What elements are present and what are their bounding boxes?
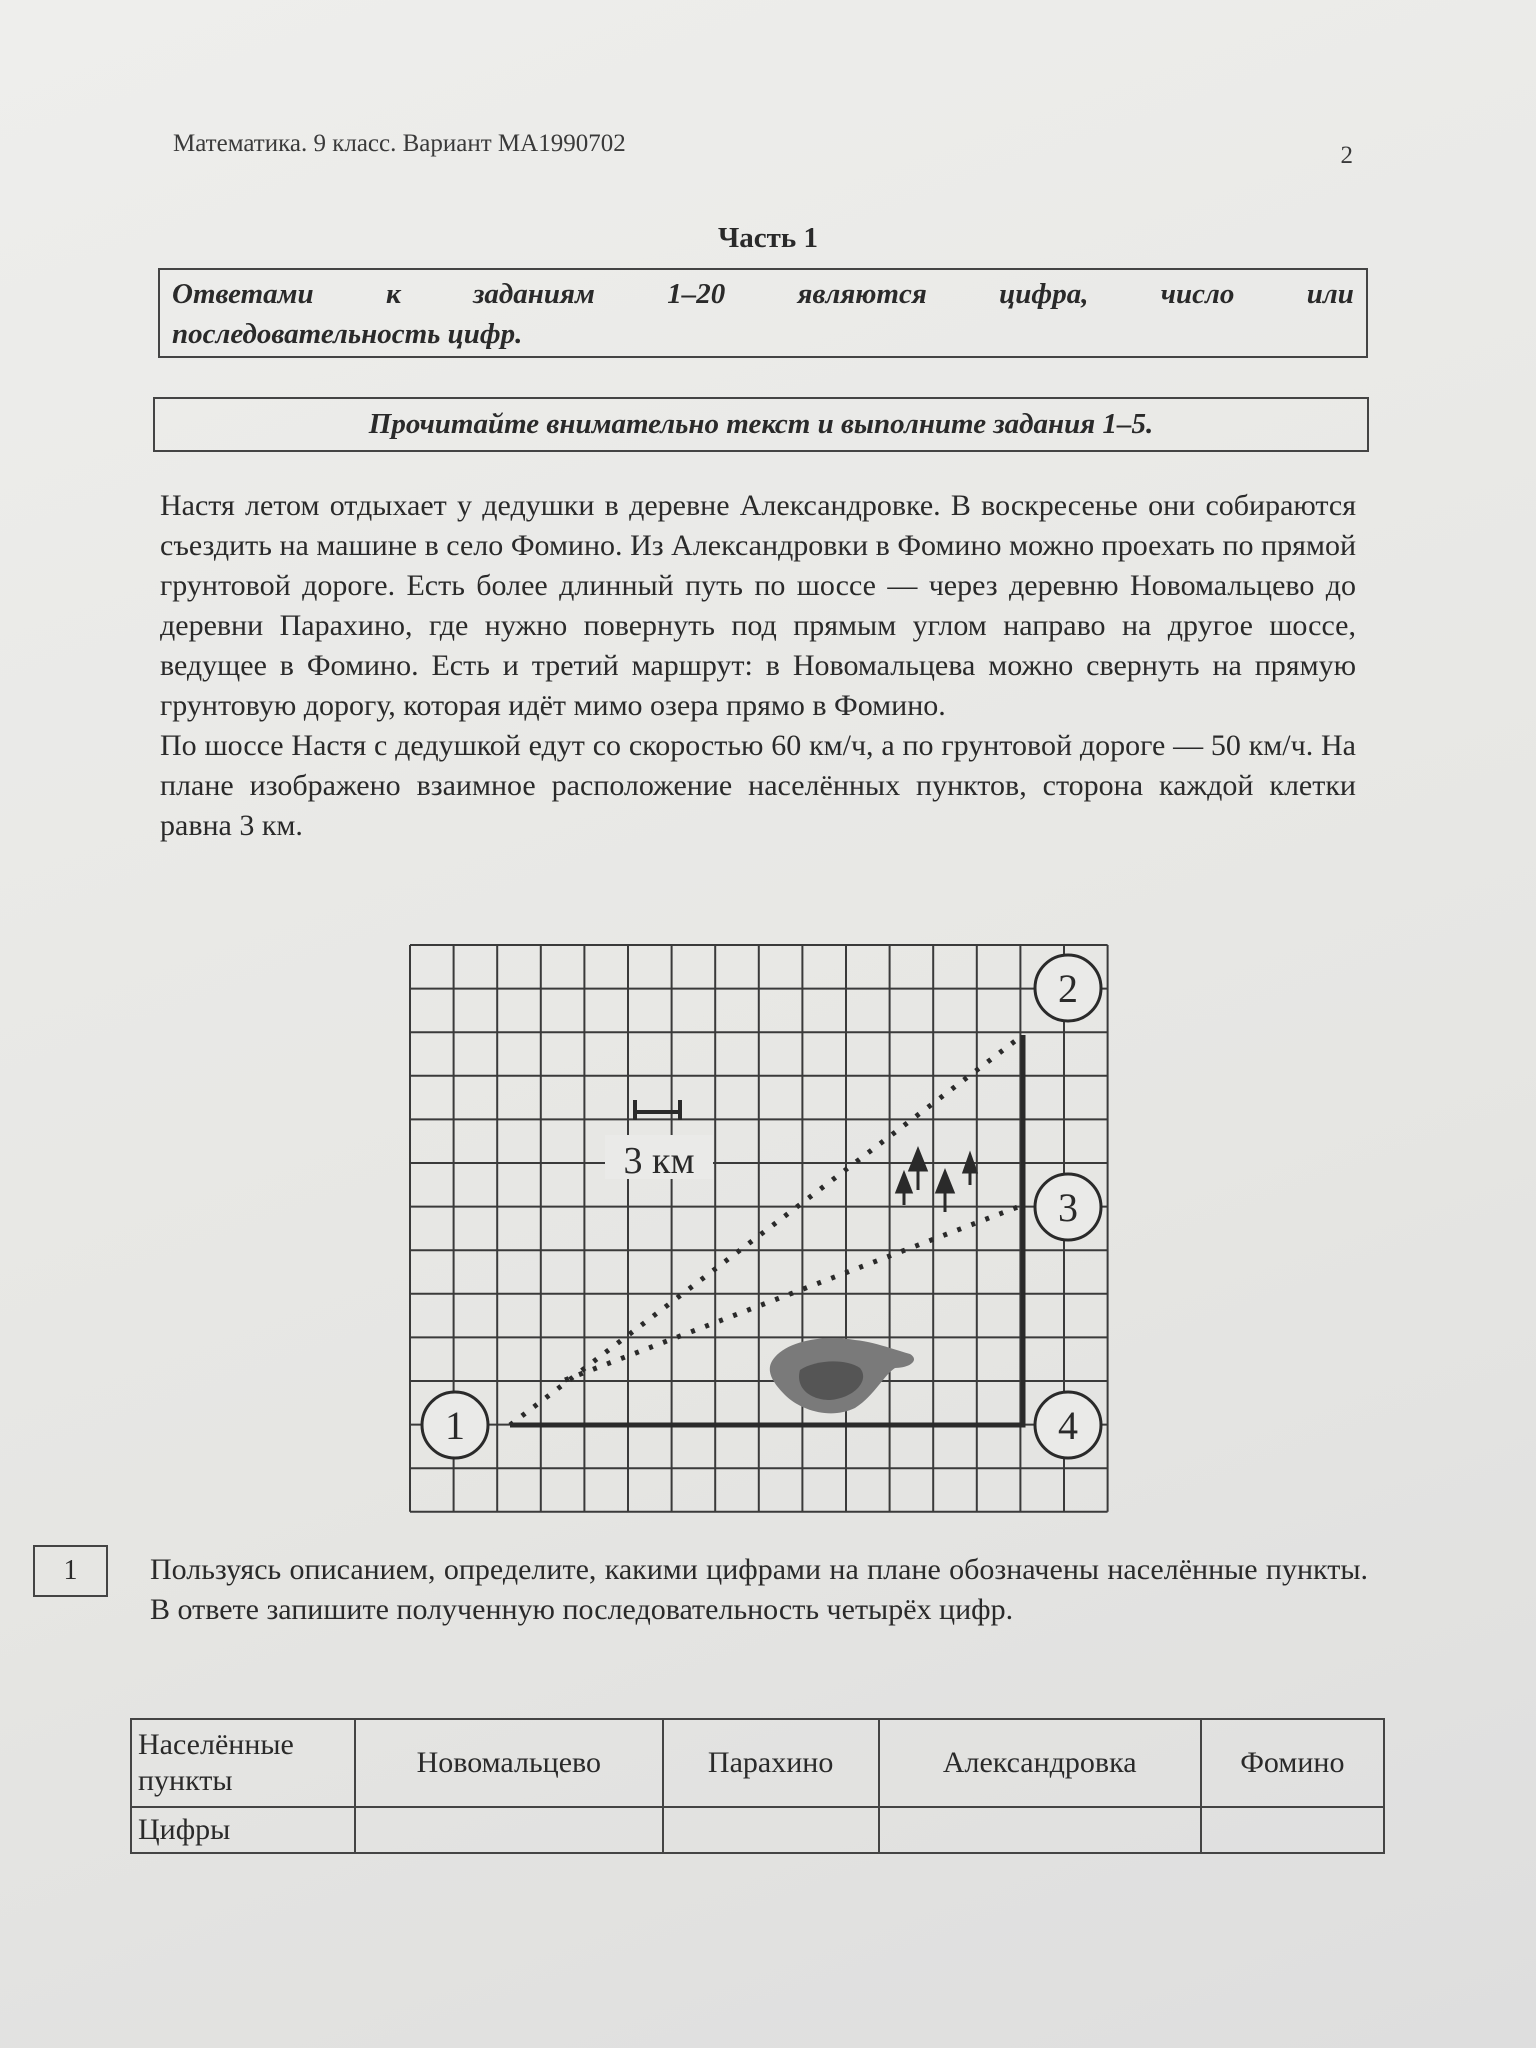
point-1 xyxy=(422,1392,488,1458)
column-header: Александровка xyxy=(879,1719,1201,1807)
header-subject: Математика. 9 класс. Вариант МА1990702 xyxy=(173,130,626,157)
page-header xyxy=(173,130,1353,169)
answer-cell[interactable] xyxy=(1201,1807,1384,1853)
read-instruction: Прочитайте внимательно текст и выполните задания 1–5. xyxy=(368,408,1154,440)
column-header: Фомино xyxy=(1201,1719,1384,1807)
answer-cell[interactable] xyxy=(663,1807,879,1853)
page-number: 2 xyxy=(1340,142,1353,169)
answer-table xyxy=(130,1718,1385,1854)
point-3 xyxy=(1035,1174,1101,1240)
task-1-text: Пользуясь описанием, определите, какими цифрами на плане обозначены населённые пункты. В ответе запишите полученную последовательность четырёх цифр. xyxy=(150,1553,1368,1626)
lake-icon xyxy=(770,1338,914,1413)
point-4 xyxy=(1035,1392,1101,1458)
intro-text xyxy=(160,486,1356,846)
point-2 xyxy=(1035,955,1101,1021)
point-label-1: 1 xyxy=(445,1403,465,1448)
point-label-2: 2 xyxy=(1058,966,1078,1011)
note-word: к xyxy=(386,278,401,310)
scale-label: 3 км xyxy=(623,1140,695,1182)
note-word: число xyxy=(1160,278,1235,310)
column-header: Новомальцево xyxy=(355,1719,663,1807)
point-label-3: 3 xyxy=(1058,1185,1078,1230)
answer-cell[interactable] xyxy=(355,1807,663,1853)
note-word: являются xyxy=(797,278,927,310)
row-header-settlements: Населённые пункты xyxy=(131,1719,355,1807)
note-word: цифра, xyxy=(999,278,1089,310)
task-number-box xyxy=(33,1545,108,1597)
read-instruction-box xyxy=(153,397,1369,452)
column-header: Парахино xyxy=(663,1719,879,1807)
answers-note-line1 xyxy=(172,274,1354,314)
table-row xyxy=(131,1719,1384,1807)
scale-bar xyxy=(635,1100,680,1120)
answer-cell[interactable] xyxy=(879,1807,1201,1853)
route-map xyxy=(405,940,1125,1520)
answers-note-line2: последовательность цифр. xyxy=(172,318,523,350)
intro-paragraph-1: Настя летом отдыхает у дедушки в деревне Александровке. В воскресенье они собираются съездить на машине в село Фомино. Из Александровки в Фомино можно проехать по прямой грунтовой дороге. Есть более длинный путь по шоссе — через деревню Новомальцево до деревни Парахино, где нужно повернуть под прямым углом направо на другое шоссе, ведущее в Фомино. Есть и третий маршрут: в Новомальцева можно свернуть на прямую грунтовую дорогу, которая идёт мимо озера прямо в Фомино. xyxy=(160,489,1356,722)
intro-paragraph-2: По шоссе Настя с дедушкой едут со скоростью 60 км/ч, а по грунтовой дороге — 50 км/ч. На плане изображено взаимное расположение населённых пунктов, сторона каждой клетки равна 3 км. xyxy=(160,729,1356,842)
note-word: или xyxy=(1306,278,1354,310)
forest-icon xyxy=(897,1150,976,1212)
table-row xyxy=(131,1807,1384,1853)
note-word: 1–20 xyxy=(667,278,726,310)
part-title: Часть 1 xyxy=(718,222,818,254)
note-word: заданиям xyxy=(473,278,595,310)
answers-note-box xyxy=(158,268,1368,358)
highway-route xyxy=(510,1035,1023,1425)
dirt-road-direct xyxy=(510,1035,1023,1425)
task-number: 1 xyxy=(63,1555,78,1586)
row-header-digits: Цифры xyxy=(131,1807,355,1853)
point-label-4: 4 xyxy=(1058,1403,1078,1448)
note-word: Ответами xyxy=(172,278,314,310)
